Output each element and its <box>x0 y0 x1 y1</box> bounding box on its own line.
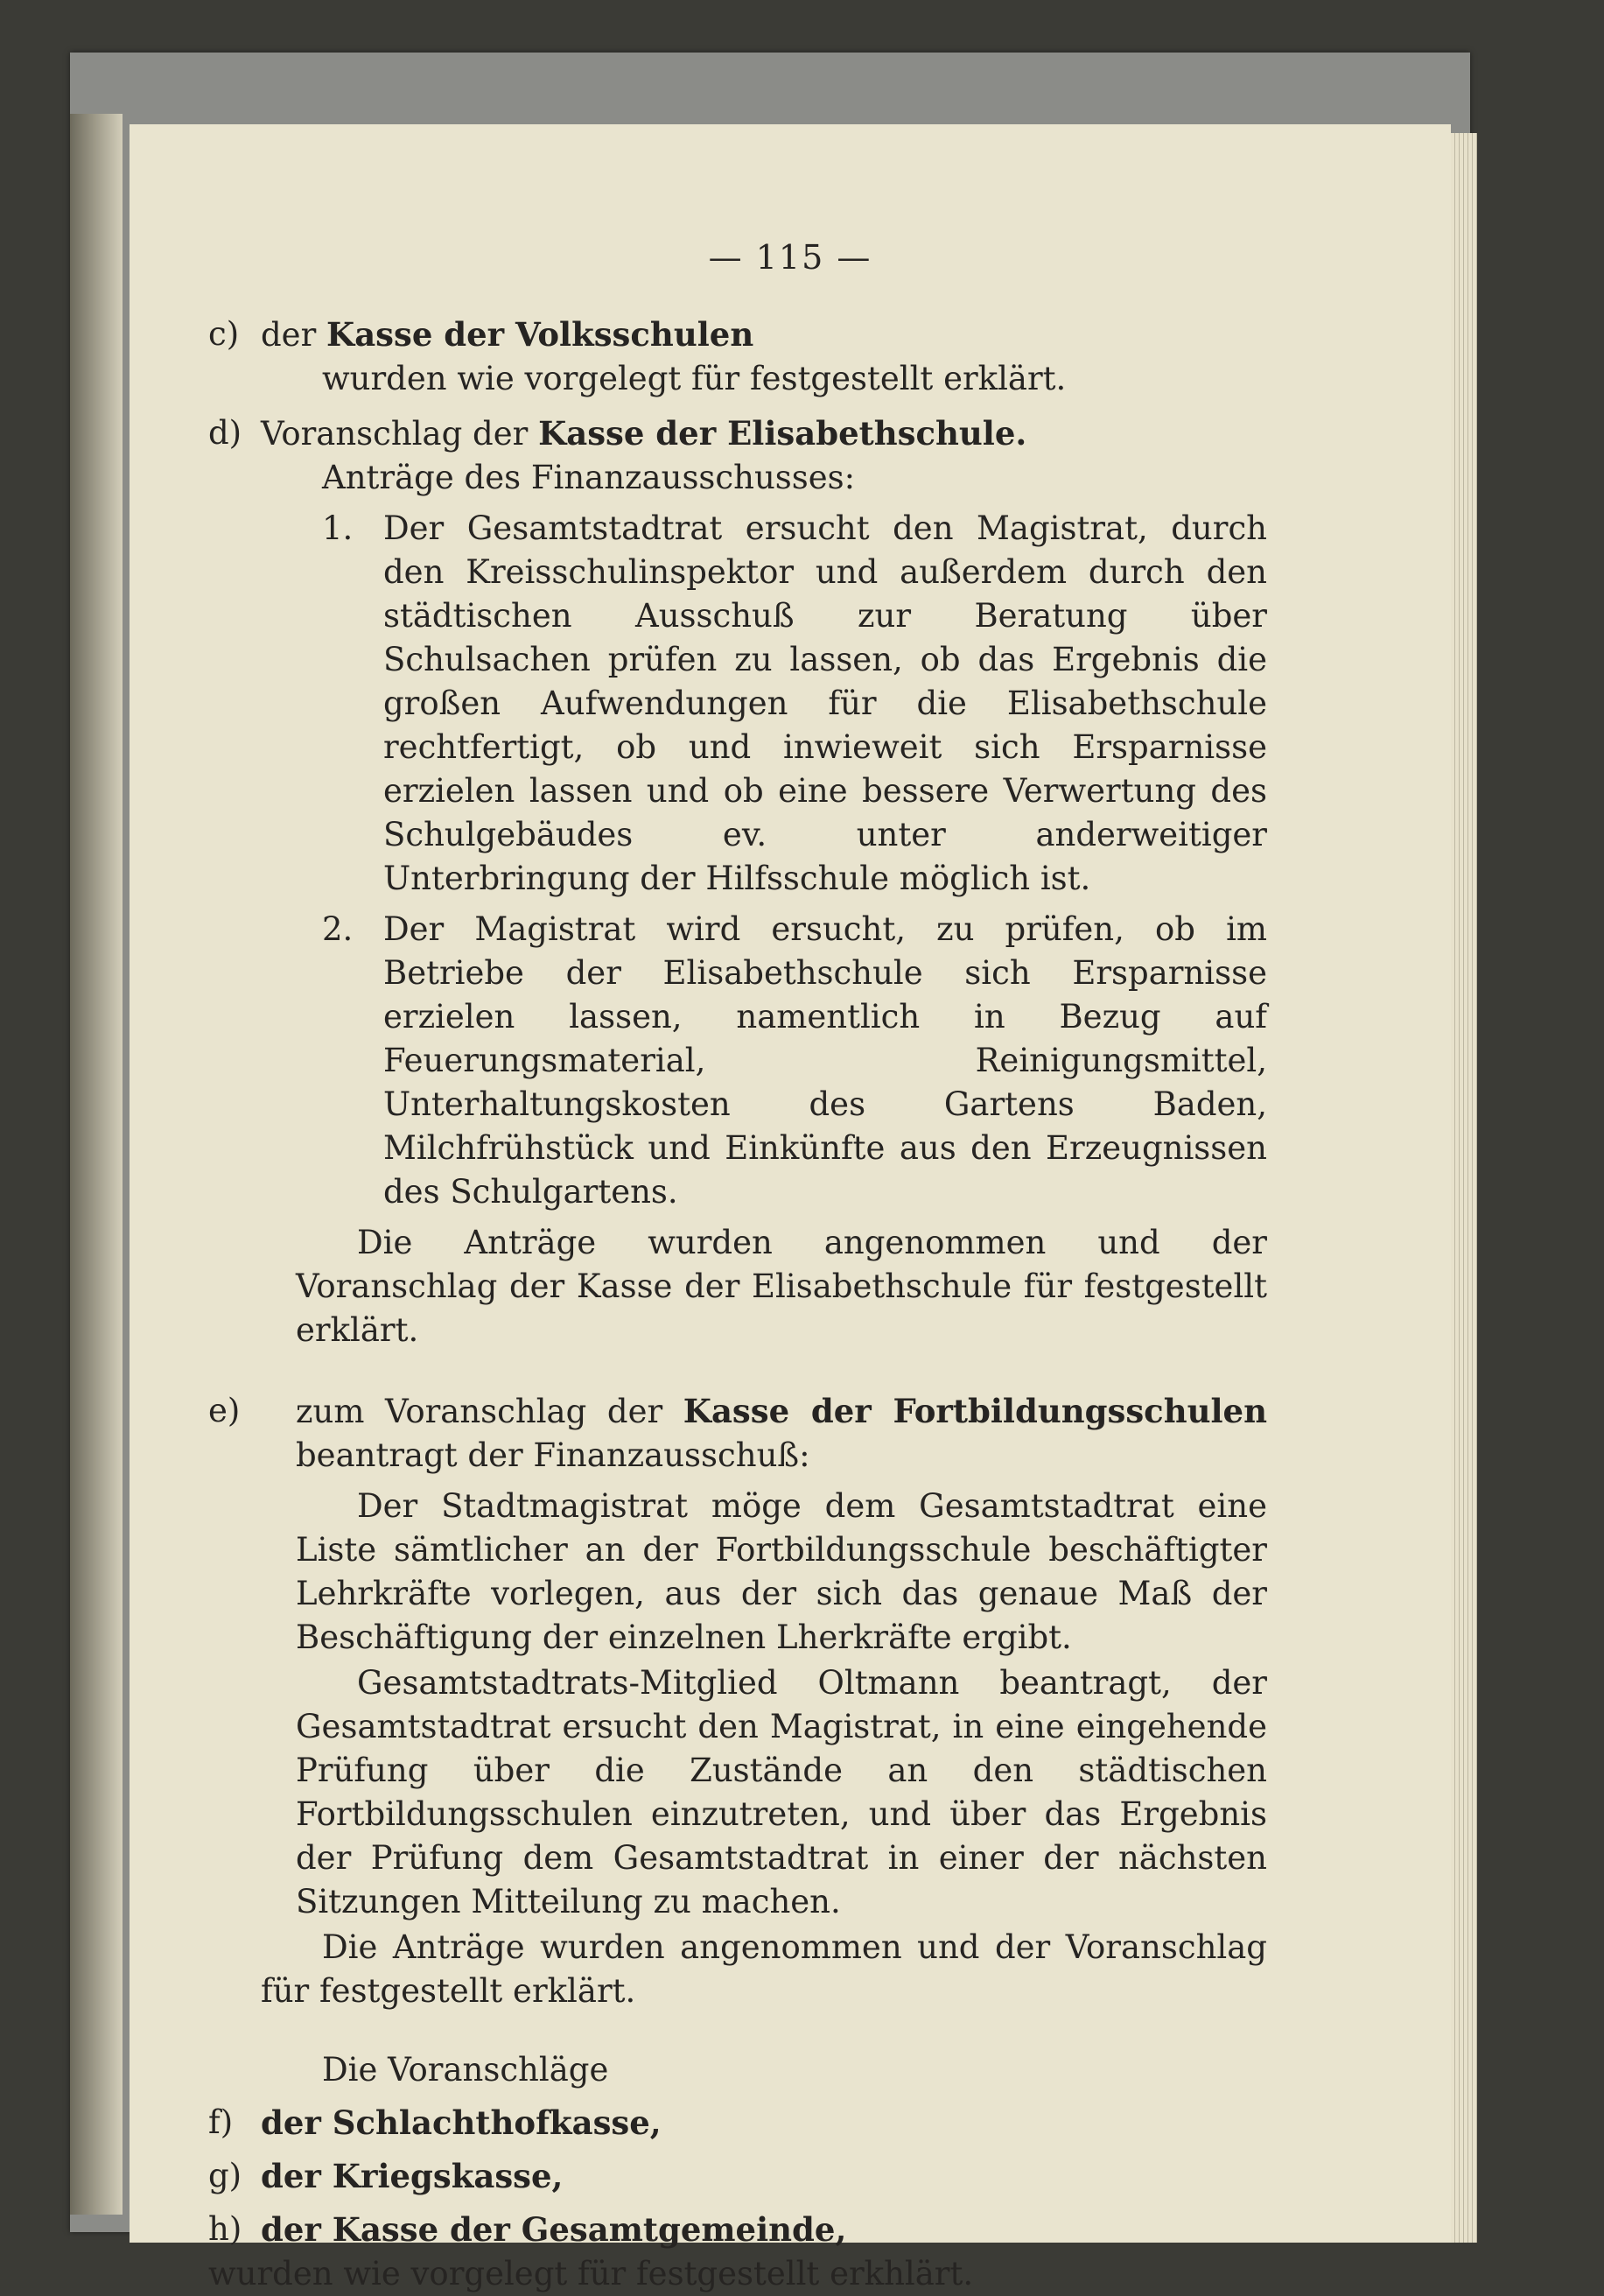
tail-item-g-label: g) <box>208 2157 242 2194</box>
section-c-label: c) <box>208 315 240 353</box>
section-e-para-3: Die Anträge wurden angenommen und der Voranschlag für festgestellt erklärt. <box>261 1928 1267 2010</box>
section-c <box>208 312 1267 357</box>
section-e-para-1: Der Stadtmagistrat möge dem Gesamtstadtrat eine Liste sämtlicher an der Fortbildungsschule beschäftigter Lehrkräfte vorlegen, aus der sich das genaue Maß der Beschäftigung der einzelnen Lherkräfte ergibt. <box>296 1487 1267 1656</box>
section-e <box>208 1389 1268 1478</box>
section-d-label: d) <box>208 414 242 452</box>
section-d-title: Kasse der Elisabethschule. <box>538 414 1027 453</box>
section-e-rest: beantragt der Finanzausschuß: <box>296 1436 810 1474</box>
motion-item-2 <box>261 908 1267 1214</box>
tail-item-g <box>208 2154 1267 2199</box>
page-stack-edges <box>1451 133 1477 2243</box>
section-d-intro: Voranschlag der <box>261 415 529 453</box>
section-d <box>208 411 1267 456</box>
section-d-subheading: Anträge des Finanzausschusses: <box>322 459 856 496</box>
section-e-intro: zum Voranschlag der <box>296 1393 663 1430</box>
motion-item-1 <box>261 507 1267 901</box>
section-c-title: Kasse der Volksschulen <box>326 315 754 354</box>
tail-intro: Die Voranschläge <box>322 2051 609 2089</box>
tail-item-h <box>208 2208 1267 2252</box>
section-e-title: Kasse der Fortbildungsschulen <box>683 1392 1268 1430</box>
motion-item-1-number: 1. <box>322 509 354 547</box>
tail-item-g-text: der Kriegskasse, <box>261 2157 564 2195</box>
motion-item-2-text: Der Magistrat wird ersucht, zu prüfen, ob im Betriebe der Elisabethschule sich Ersparnisse erzielen lassen, namentlich in Bezug auf Feuerungsmaterial, Reinigungsmittel, Unterhaltungskosten des Gartens Baden, Milchfrühstück und Einkünfte aus den Erzeugnissen des Schulgartens. <box>383 910 1267 1211</box>
page-number: — 115 — <box>708 238 872 277</box>
left-page-edge <box>70 114 123 2215</box>
tail-item-f <box>208 2101 1267 2145</box>
page-text <box>208 312 1268 2296</box>
motion-item-1-text: Der Gesamtstadtrat ersucht den Magistrat, durch den Kreisschulinspektor und außerdem durch den städtischen Ausschuß zur Beratung über Schulsachen prüfen zu lassen, ob das Ergebnis die großen Aufwendungen für die Elisabethschule rechtfertigt, ob und inwieweit sich Ersparnisse erzielen lassen und ob eine bessere Verwertung des Schulgebäudes ev. unter anderweitiger Unterbringung der Hilfsschule möglich ist. <box>383 509 1267 897</box>
book-cover <box>70 53 1470 2292</box>
tail-closing: wurden wie vorgelegt für festgestellt erkhlärt. <box>208 2255 974 2292</box>
section-e-label: e) <box>208 1392 241 1429</box>
motion-item-2-number: 2. <box>322 910 354 948</box>
tail-item-h-label: h) <box>208 2210 242 2248</box>
section-d-outcome: Die Anträge wurden angenommen und der Voranschlag der Kasse der Elisabethschule für festgestellt erklärt. <box>296 1224 1267 1349</box>
tail-item-f-label: f) <box>208 2103 234 2141</box>
book-page <box>130 124 1451 2292</box>
section-e-para-2: Gesamtstadtrats-Mitglied Oltmann beantragt, der Gesamtstadtrat ersucht den Magistrat, in eine eingehende Prüfung über die Zustände an den städtischen Fortbildungsschulen einzutreten, und über das Ergebnis der Prüfung dem Gesamtstadtrat in einer der nächsten Sitzungen Mitteilung zu machen. <box>296 1664 1267 1920</box>
tail-item-f-text: der Schlachthofkasse, <box>261 2103 662 2142</box>
section-c-result: wurden wie vorgelegt für festgestellt erklärt. <box>322 360 1067 397</box>
section-c-intro: der <box>261 316 317 354</box>
tail-item-h-text: der Kasse der Gesamtgemeinde, <box>261 2210 847 2249</box>
